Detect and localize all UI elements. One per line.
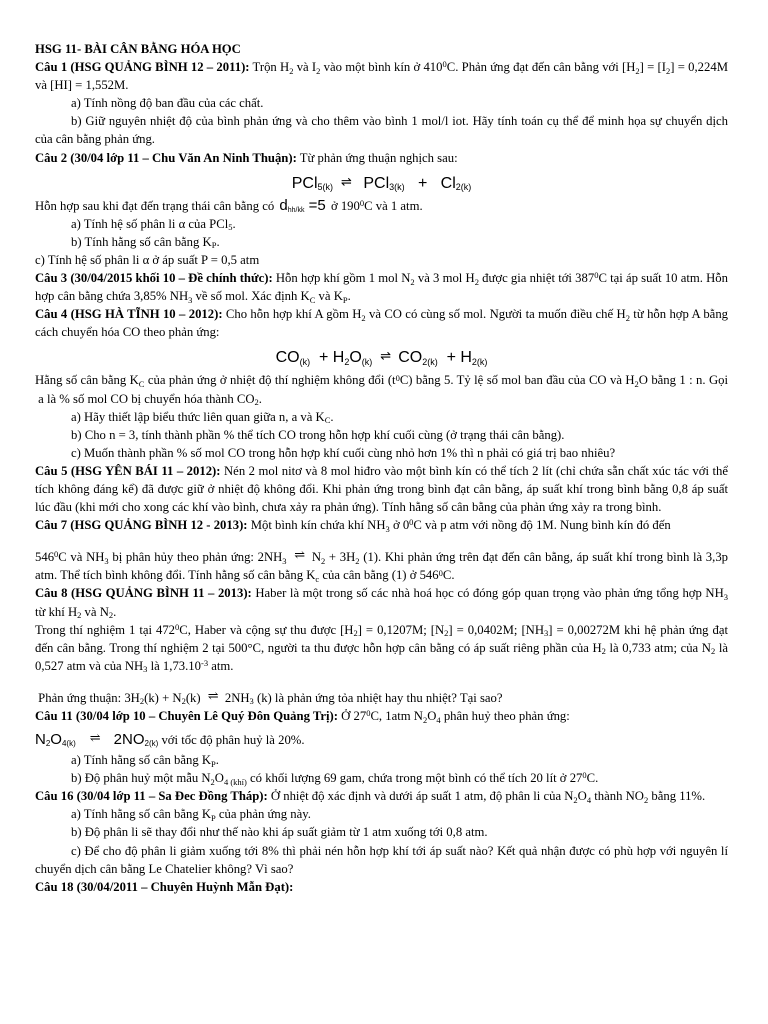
q11-stem: Câu 11 (30/04 lớp 10 – Chuyên Lê Quý Đôn Quảng Trị): Ở $27^0C$, 1atm $N_2O_4$ phân huỷ theo phản ứng: (35, 708, 570, 725)
q16-heading: Câu 16 (30/04 lớp 11 – Sa Đec Đồng Tháp): (35, 789, 268, 804)
q16-part-b: b) Độ phân li sẽ thay đổi như thế nào khi áp suất giảm từ 1 atm xuống tới 0,8 atm. (71, 825, 488, 840)
q1-part-b (35, 112, 728, 148)
q1-stem: Câu 1 (HSG QUẢNG BÌNH 12 – 2011): Trộn $H_2$ và $I_2$ vào một bình kín ở $410^0C$. Phản ứng đạt đến cân bằng với $[H_2] = [I_2] = 0,224M$ và [HI] = 1,552M. (35, 59, 728, 93)
q2-part-b: b) Tính hằng số cân bằng $K_P$. (71, 234, 220, 251)
equilibrium-arrow-icon: ⇌ (294, 547, 305, 563)
q2-part-c: c) Tính hệ số phân li α ở áp suất P = 0,5 atm (35, 252, 260, 267)
q2-stem (35, 149, 728, 167)
q8-question: Phản ứng thuận: $3H_2(k) + N_2(k)$ ⇌ $2NH_3$ (k) là phản ứng tỏa nhiệt hay thu nhiệt? Tại sao? (35, 687, 503, 707)
q4-heading: Câu 4 (HSG HÀ TĨNH 10 – 2012): (35, 307, 223, 322)
q4-part-a: a) Hãy thiết lập biểu thức liên quan giữa n, a và $K_C$. (71, 409, 334, 426)
equilibrium-arrow-icon: ⇌ (207, 687, 218, 703)
q3-stem: Câu 3 (30/04/2015 khối 10 – Đề chính thức): Hỗn hợp khí gồm 1 mol $N_2$ và 3 mol $H_2$ được gia nhiệt tới $387^0C$ tại áp suất 10 atm. Hỗn hợp cân bằng chứa 3,85% $NH_3$ về số mol. Xác định $K_C$ và $K_P$. (35, 270, 728, 305)
q11-part-b: b) Độ phân huỷ một mẫu $N_2O_{4 (khí)}$ có khối lượng 69 gam, chứa trong một bình có thể tích 20 lít ở $27^0C$. (71, 770, 599, 787)
q2-intro: Từ phản ứng thuận nghịch sau: (296, 150, 458, 165)
equilibrium-arrow-icon: ⇌ (380, 348, 391, 364)
q5-text: Nén 2 mol nitơ và 8 mol hiđro vào một bình kín có thể tích 2 lít (chỉ chứa sẵn chất xúc tác với thể tích không đáng kể) đã được giữ ở nhiệt độ không đổi. Khi phản ứng trong bình đạt cân bằng, áp suất khí trong bình bằng 0,8 áp suất lúc đầu (khi mới cho xong các khí vào bình, chưa xảy ra phản ứng). Tính hằng số cân bằng của phản ứng xảy ra trong bình. (35, 463, 729, 515)
q1-part-a: a) Tính nồng độ ban đầu của các chất. (71, 96, 264, 111)
q11-equation: $N_2O_{4(k)}$ ⇌ $2NO_{2(k)}$ với tốc độ phân huỷ là 20%. (35, 730, 305, 749)
q16-stem: Câu 16 (30/04 lớp 11 – Sa Đec Đồng Tháp): Ở nhiệt độ xác định và dưới áp suất 1 atm, độ phân li của $N_2O_4$ thành $NO_2$ bằng 11%. (35, 789, 706, 805)
q7-heading: Câu 7 (HSG QUẢNG BÌNH 12 - 2013): (35, 518, 248, 533)
q8-heading: Câu 8 (HSG QUẢNG BÌNH 11 – 2013): (35, 586, 252, 601)
q2-heading: Câu 2 (30/04 lớp 11 – Chu Văn An Ninh Thuận): (35, 150, 297, 165)
q16-part-a: a) Tính hằng số cân bằng $K_P$ của phản ứng này. (71, 807, 311, 823)
q16-part-c: c) Để cho độ phân li giảm xuống tới 8% thì phải nén hỗn hợp khí tới áp suất nào? Kết quả nhận được có phù hợp với nguyên lí chuyển dịch cân bằng Le Chatelier không? Vì sao? (35, 843, 728, 876)
q7-stem-line2: $546^0C$ và $NH_3$ bị phân hủy theo phản ứng: $2NH_3$ ⇌ $N_2 + 3H_2$ (1). Khi phản ứng trên đạt đến cân bằng, áp suất khí trong bình là 3,3p atm. Thể tích bình không đổi. Tính hằng số cân bằng $K_c$ của cân bằng (1) ở $546^0C$. (35, 547, 729, 584)
q1-part-b-text: b) Giữ nguyên nhiệt độ của bình phản ứng và cho thêm vào bình 1 mol/l iot. Hãy tính toán cụ thể để minh họa sự chuyển dịch của cân bằng phản ứng. (35, 114, 728, 147)
q2-condition: Hỗn hợp sau khi đạt đến trạng thái cân bằng có $d_{hh/kk} =5$ ở $190^0C$ và 1 atm. (35, 196, 423, 214)
document-page (35, 40, 728, 896)
q1-heading: Câu 1 (HSG QUẢNG BÌNH 12 – 2011): (35, 60, 250, 75)
q4-condition: Hằng số cân bằng $K_C$ của phản ứng ở nhiệt độ thí nghiệm không đổi $(t^0C)$ bằng 5. Tỷ lệ số mol ban đầu của CO và $H_2O$ bằng 1 : n. Gọi a là % số mol CO bị chuyển hóa thành $CO_2$. (35, 372, 728, 408)
q3-heading: Câu 3 (30/04/2015 khối 10 – Đề chính thức): (35, 271, 273, 286)
q5-stem (35, 462, 728, 516)
q4-part-c: c) Muốn thành phần % số mol CO trong hỗn hợp khí cuối cùng nhỏ hơn 1% thì n phải có giá trị bao nhiêu? (71, 445, 616, 460)
q4-part-b: b) Cho n = 3, tính thành phần % thể tích CO trong hỗn hợp khí cuối cùng (ở trạng thái cân bằng). (71, 427, 565, 442)
document-title: HSG 11- BÀI CÂN BẰNG HÓA HỌC (35, 42, 241, 56)
q2-equation: PCl$_{5(k)}$ ⇌ $PCl_{3(k)} + Cl_{2(k)}$ (291, 173, 472, 193)
q18-heading: Câu 18 (30/04/2011 – Chuyên Huỳnh Mẫn Đạt): (35, 879, 294, 894)
q2-part-a: a) Tính hệ số phân li α của PCl$_5$. (71, 216, 236, 233)
q8-experiments: Trong thí nghiệm 1 tại $472^0C$, Haber và cộng sự thu được $[H_2] = 0,1207M$; $[N_2] = 0,0402M$; $[NH_3] = 0,00272M$ khi hệ phản ứng đạt đến cân bằng. Trong thí nghiệm 2 tại 500°C, người ta thu được hỗn hợp cân bằng có áp suất riêng phần của $H_2$ là 0,733 atm; của $N_2$ là 0,527 atm và của $NH_3$ là $1,73.10^{-3}$ atm. (35, 621, 728, 675)
q8-stem: Câu 8 (HSG QUẢNG BÌNH 11 – 2013): Haber là một trong số các nhà hoá học có đóng góp quan trọng vào phản ứng tổng hợp $NH_3$ từ khí $H_2$ và $N_2$. (35, 586, 728, 621)
equilibrium-arrow-icon: ⇌ (89, 730, 100, 746)
q11-part-a: a) Tính hằng số cân bằng $K_P$. (71, 753, 219, 769)
q4-stem: Câu 4 (HSG HÀ TĨNH 10 – 2012): Cho hỗn hợp khí A gồm $H_2$ và CO có cùng số mol. Người ta muốn điều chế $H_2$ từ hỗn hợp A bằng cách chuyển hóa CO theo phản ứng: (35, 307, 729, 340)
q4-equation: $CO_{(k)} + H_2O_{(k)}$ ⇌ $CO_{2(k)} + H_{2(k)}$ (275, 348, 488, 368)
q5-heading: Câu 5 (HSG YÊN BÁI 11 – 2012): (35, 463, 221, 478)
q7-stem-line1: Câu 7 (HSG QUẢNG BÌNH 12 - 2013): Một bình kín chứa khí $NH_3$ ở $0^0C$ và p atm với nồng độ 1M. Nung bình kín đó đến (35, 517, 671, 534)
equilibrium-arrow-icon: ⇌ (341, 173, 351, 189)
q11-heading: Câu 11 (30/04 lớp 10 – Chuyên Lê Quý Đôn Quảng Trị): (35, 709, 338, 723)
